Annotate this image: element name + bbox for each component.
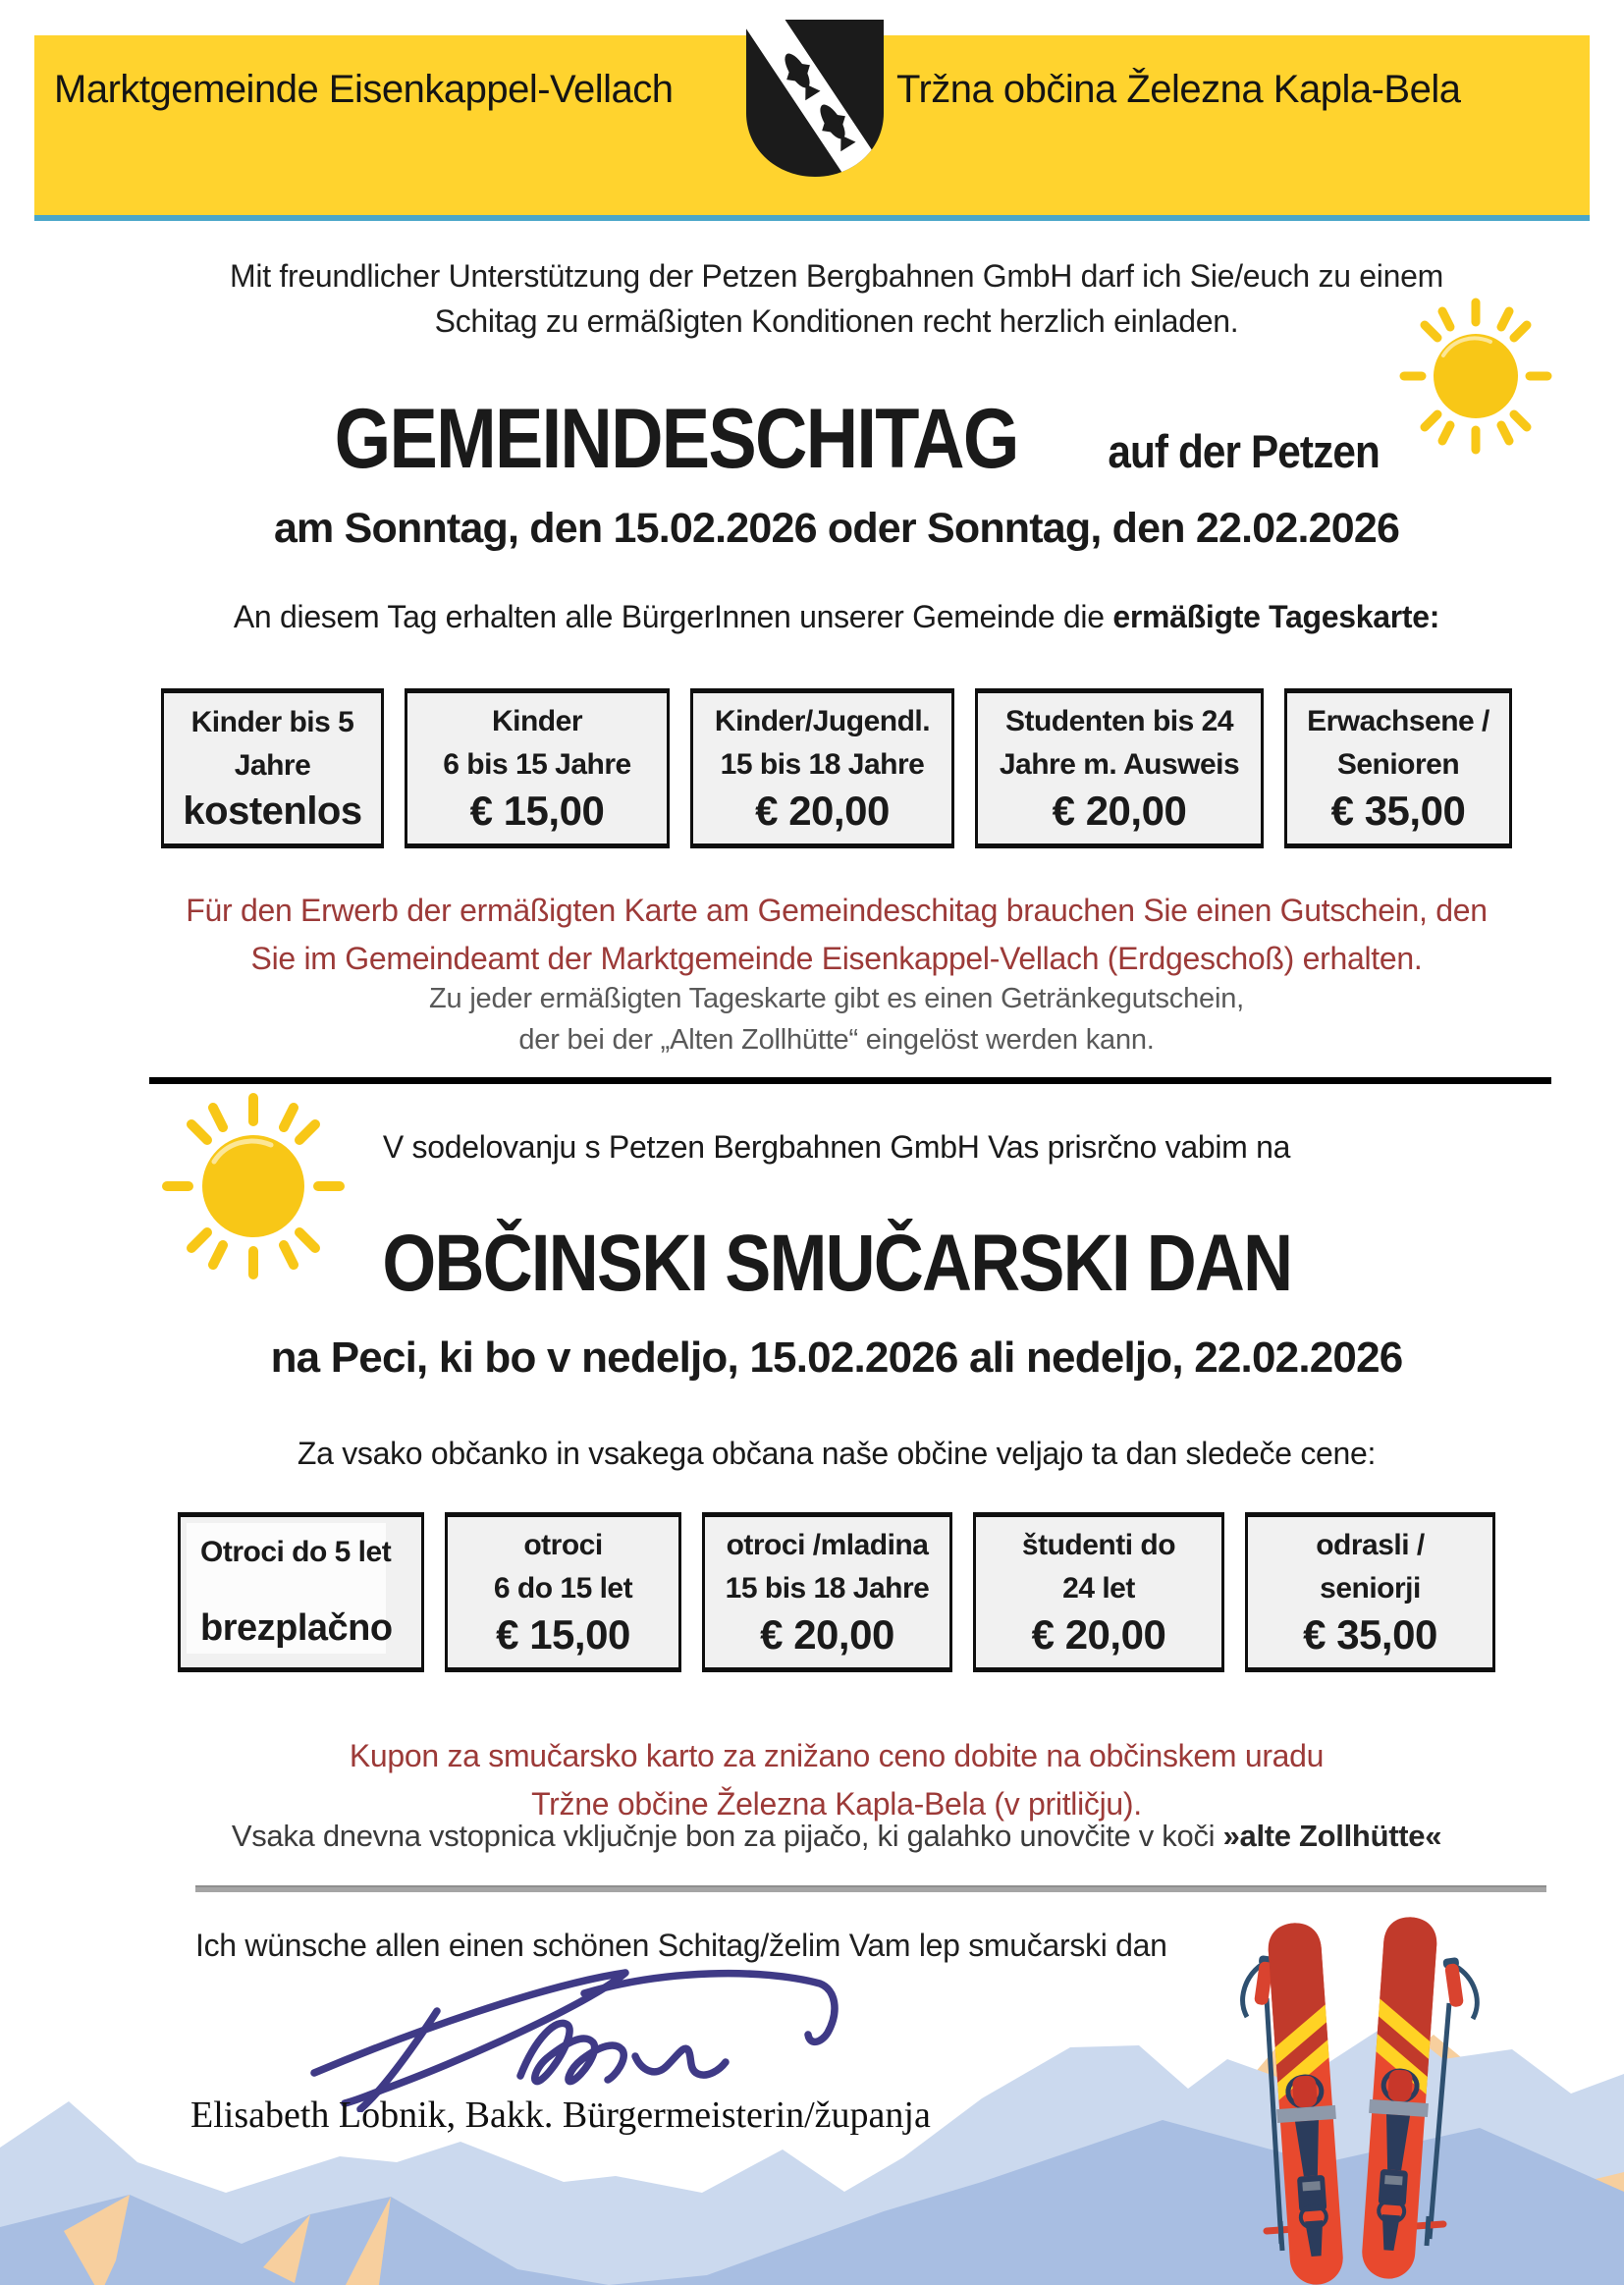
price-box-line: otroci /mladina	[726, 1529, 929, 1562]
slovenian-drink-bold: »alte Zollhütte«	[1222, 1819, 1442, 1853]
price-box-odrasli	[1245, 1512, 1495, 1672]
price-value: kostenlos	[183, 789, 362, 833]
slovenian-price-table	[147, 1512, 1526, 1672]
german-voucher-line2: Sie im Gemeindeamt der Marktgemeinde Eisenkappel-Vellach (Erdgeschoß) erhalten.	[250, 941, 1423, 976]
slovenian-voucher-line1: Kupon za smučarsko karto za znižano ceno dobite na občinskem uradu	[349, 1738, 1325, 1773]
price-box-otroci-6-15	[445, 1512, 681, 1672]
german-intro-line2: Schitag zu ermäßigten Konditionen recht herzlich einladen.	[434, 303, 1239, 339]
price-box-jugendliche	[690, 688, 954, 848]
price-box-studenti	[973, 1512, 1224, 1672]
price-value: € 20,00	[760, 1610, 894, 1658]
german-date-line: am Sonntag, den 15.02.2026 oder Sonntag, den 22.02.2026	[273, 505, 1400, 552]
slovenian-drink-prefix: Vsaka dnevna vstopnica vključnje bon za pijačo, ki galahko unovčite v koči	[231, 1819, 1223, 1853]
price-value: € 20,00	[1031, 1610, 1166, 1658]
price-box-line: Otroci do 5 let	[200, 1536, 392, 1568]
german-title-text: GEMEINDESCHITAG	[334, 392, 1018, 486]
skis-illustration	[1227, 1905, 1624, 2285]
price-box-line: 15 bis 18 Jahre	[720, 747, 925, 781]
german-main-title	[147, 391, 1526, 488]
price-box-line: Kinder	[491, 705, 582, 738]
price-value: € 15,00	[469, 787, 605, 834]
price-value: € 35,00	[1330, 787, 1466, 834]
german-intro-line1: Mit freundlicher Unterstützung der Petzen Bergbahnen GmbH darf ich Sie/euch zu einem	[230, 258, 1443, 294]
german-info-line	[147, 599, 1526, 635]
slovenian-drink-note	[147, 1819, 1526, 1854]
price-box-line: 6 bis 15 Jahre	[443, 747, 631, 781]
price-box-line: Kinder/Jugendl.	[714, 705, 931, 738]
price-box-erwachsene	[1284, 688, 1512, 848]
german-drink-note	[147, 978, 1526, 1061]
price-box-mladina	[702, 1512, 952, 1672]
signature	[290, 1960, 908, 2112]
banner-underline	[34, 215, 1590, 221]
slovenian-intro-line: V sodelovanju s Petzen Bergbahnen GmbH Vas prisrčno vabim na	[382, 1129, 1291, 1165]
price-box-kinder-bis-5	[161, 688, 384, 848]
slovenian-voucher-line2: Tržne občine Železna Kapla-Bela (v pritličju).	[531, 1786, 1142, 1822]
german-drink-line2: der bei der „Alten Zollhütte“ eingelöst werden kann.	[518, 1024, 1155, 1056]
price-value: € 35,00	[1303, 1610, 1437, 1658]
german-voucher-note	[147, 887, 1526, 983]
price-box-line: 15 bis 18 Jahre	[725, 1571, 930, 1605]
section-divider	[149, 1077, 1551, 1084]
german-drink-line1: Zu jeder ermäßigten Tageskarte gibt es einen Getränkegutschein,	[429, 983, 1244, 1014]
price-value: brezplačno	[200, 1607, 393, 1649]
price-box-line: Jahre m. Ausweis	[999, 747, 1240, 781]
german-info-bold: ermäßigte Tageskarte:	[1112, 599, 1440, 634]
german-info-prefix: An diesem Tag erhalten alle BürgerInnen unserer Gemeinde die	[233, 599, 1113, 634]
price-value: € 20,00	[1052, 787, 1187, 834]
price-value: € 20,00	[755, 787, 890, 834]
price-box-line: Studenten bis 24	[1004, 705, 1234, 738]
price-box-kinder-6-15	[405, 688, 670, 848]
german-intro-paragraph	[147, 253, 1526, 344]
price-box-line: seniorji	[1320, 1571, 1421, 1605]
german-voucher-line1: Für den Erwerb der ermäßigten Karte am Gemeindeschitag brauchen Sie einen Gutschein, den	[186, 893, 1488, 928]
slovenian-info-line: Za vsako občanko in vsakega občana naše občine veljajo ta dan sledeče cene:	[297, 1436, 1377, 1471]
price-box-studenten	[975, 688, 1264, 848]
wish-line: Ich wünsche allen einen schönen Schitag/želim Vam lep smučarski dan	[195, 1928, 1167, 1963]
price-box-line: 24 let	[1062, 1571, 1135, 1605]
slovenian-main-title	[147, 1218, 1526, 1310]
price-box-line: otroci	[523, 1529, 603, 1562]
price-box-line: 6 do 15 let	[493, 1571, 633, 1605]
footer-divider	[195, 1885, 1546, 1892]
municipality-name-slovenian: Tržna občina Železna Kapla-Bela	[896, 68, 1461, 111]
coat-of-arms-icon	[709, 16, 921, 212]
price-box-line: Kinder bis 5	[190, 706, 354, 738]
german-price-table	[147, 688, 1526, 848]
slovenian-voucher-note	[147, 1732, 1526, 1828]
price-box-line: Erwachsene /	[1307, 705, 1489, 738]
slovenian-date-line: na Peci, ki bo v nedeljo, 15.02.2026 ali nedeljo, 22.02.2026	[270, 1333, 1403, 1382]
german-title-suffix: auf der Petzen	[1108, 425, 1380, 477]
price-box-line: Jahre	[234, 749, 311, 782]
price-box-line: študenti do	[1021, 1529, 1176, 1562]
signature-name: Elisabeth Lobnik, Bakk. Bürgermeisterin/županja	[190, 2095, 931, 2136]
price-box-line: Senioren	[1336, 747, 1460, 781]
slovenian-title-text: OBČINSKI SMUČARSKI DAN	[382, 1219, 1291, 1308]
municipality-name-german: Marktgemeinde Eisenkappel-Vellach	[54, 68, 674, 111]
price-box-line: odrasli /	[1316, 1529, 1425, 1562]
price-box-otroci-do-5	[178, 1512, 424, 1672]
price-value: € 15,00	[496, 1610, 630, 1658]
